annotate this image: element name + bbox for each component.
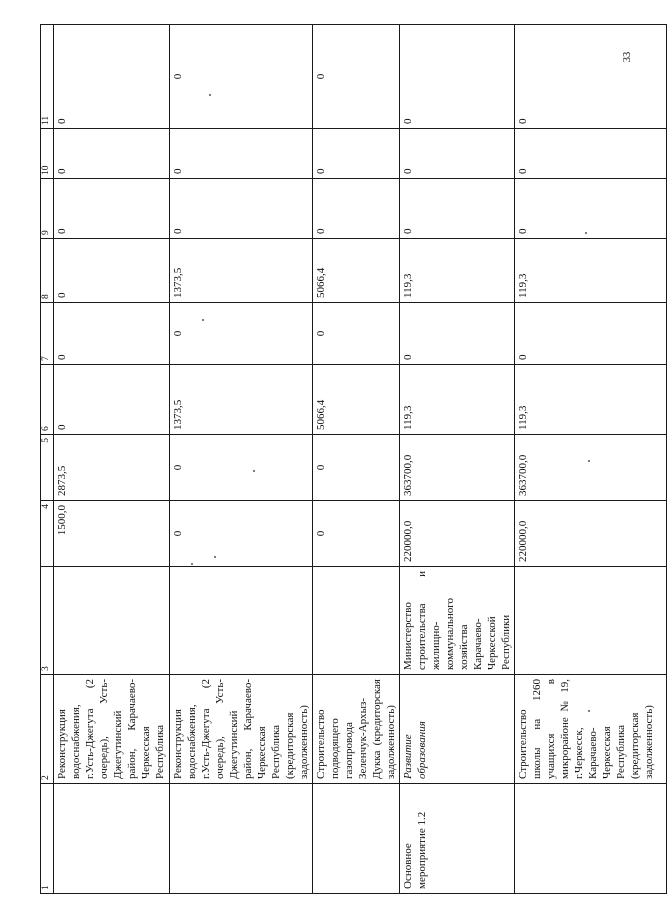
cell-value: 0 xyxy=(313,25,400,129)
cell-value: 0 xyxy=(54,303,170,365)
cell-value: 0 xyxy=(313,501,400,567)
cell-value: 0 xyxy=(400,303,515,365)
scan-speck xyxy=(209,94,211,96)
cell-value: 5066,4 xyxy=(313,239,400,303)
header-row xyxy=(41,25,54,894)
cell-name: Реконструкция водоснабжения, г.Усть-Джегута (2 очередь), Усть-Джегутинский район, Карачаево-Черкесская Республика xyxy=(54,675,170,784)
cell-value: 0 xyxy=(515,25,667,129)
cell-value: 5066,4 xyxy=(313,365,400,435)
scan-speck xyxy=(585,232,587,234)
header-cell: 6 xyxy=(41,365,54,435)
header-cell: 3 xyxy=(41,567,54,675)
header-cell: 1 xyxy=(41,784,54,894)
cell-value: 2873,5 xyxy=(54,435,170,501)
cell-measure xyxy=(313,784,400,894)
cell-measure xyxy=(54,784,170,894)
cell-value: 0 xyxy=(54,25,170,129)
cell-value: 363700,0 xyxy=(515,435,667,501)
table-row xyxy=(313,25,400,894)
cell-value: 1500,0 xyxy=(54,501,170,567)
header-cell: 11 xyxy=(41,25,54,129)
scan-speck xyxy=(588,460,590,462)
cell-value: 0 xyxy=(515,303,667,365)
header-cell: 2 xyxy=(41,675,54,784)
header-cell: 10 xyxy=(41,129,54,179)
scan-speck xyxy=(214,556,216,558)
cell-value: 363700,0 xyxy=(400,435,515,501)
header-cell: 8 xyxy=(41,239,54,303)
cell-value: 0 xyxy=(170,501,313,567)
cell-executor xyxy=(515,567,667,675)
scan-speck xyxy=(588,710,590,712)
cell-value: 119,3 xyxy=(515,365,667,435)
budget-table xyxy=(40,24,667,894)
cell-value: 0 xyxy=(313,303,400,365)
cell-value: 0 xyxy=(170,25,313,129)
cell-value: 220000,0 xyxy=(515,501,667,567)
cell-value: 0 xyxy=(400,179,515,239)
cell-name: Строительство подводящего газопровода Зеленчук-Архыз-Дукка (кредиторская задолженность) xyxy=(313,675,400,784)
cell-name: Строительство школы на 1260 учащихся в микрорайоне № 19, г.Черкесск, Карачаево-Черкесская Республика (кредиторская задолженность) xyxy=(515,675,667,784)
scan-speck xyxy=(202,319,204,321)
table-row xyxy=(400,25,515,894)
cell-executor xyxy=(313,567,400,675)
cell-executor: Министерство строительства и жилищно-коммунального хозяйства Карачаево-Черкесской Республики xyxy=(400,567,515,675)
cell-value: 220000,0 xyxy=(400,501,515,567)
scan-speck xyxy=(253,470,255,472)
cell-value: 0 xyxy=(54,239,170,303)
cell-executor xyxy=(54,567,170,675)
cell-value: 0 xyxy=(313,129,400,179)
cell-value: 0 xyxy=(54,129,170,179)
cell-executor xyxy=(170,567,313,675)
header-cell: 9 xyxy=(41,179,54,239)
cell-value: 1373,5 xyxy=(170,365,313,435)
header-cell: 4 xyxy=(41,501,54,567)
cell-value: 0 xyxy=(400,129,515,179)
cell-measure: Основное мероприятие 1.2 xyxy=(400,784,515,894)
scan-speck xyxy=(191,563,193,565)
cell-value: 0 xyxy=(400,25,515,129)
cell-measure xyxy=(170,784,313,894)
cell-value: 0 xyxy=(313,435,400,501)
table-row xyxy=(54,25,170,894)
cell-value: 0 xyxy=(170,435,313,501)
cell-value: 1373,5 xyxy=(170,239,313,303)
header-cell: 7 xyxy=(41,303,54,365)
cell-value: 0 xyxy=(170,303,313,365)
cell-value: 0 xyxy=(515,179,667,239)
cell-value: 119,3 xyxy=(400,365,515,435)
cell-value: 0 xyxy=(54,179,170,239)
cell-value: 119,3 xyxy=(515,239,667,303)
cell-value: 119,3 xyxy=(400,239,515,303)
cell-value: 0 xyxy=(170,179,313,239)
table-row xyxy=(170,25,313,894)
cell-value: 0 xyxy=(54,365,170,435)
cell-value: 0 xyxy=(515,129,667,179)
cell-value: 0 xyxy=(313,179,400,239)
cell-value: 0 xyxy=(170,129,313,179)
cell-name: Развитие образования xyxy=(400,675,515,784)
cell-measure xyxy=(515,784,667,894)
cell-name: Реконструкция водоснабжения, г.Усть-Джегута (2 очередь), Усть-Джегутинский район, Карачаево-Черкесская Республика (кредиторская задолженность) xyxy=(170,675,313,784)
table-row xyxy=(515,25,667,894)
header-cell: 5 xyxy=(41,435,54,501)
page-number: 33 xyxy=(622,51,633,63)
